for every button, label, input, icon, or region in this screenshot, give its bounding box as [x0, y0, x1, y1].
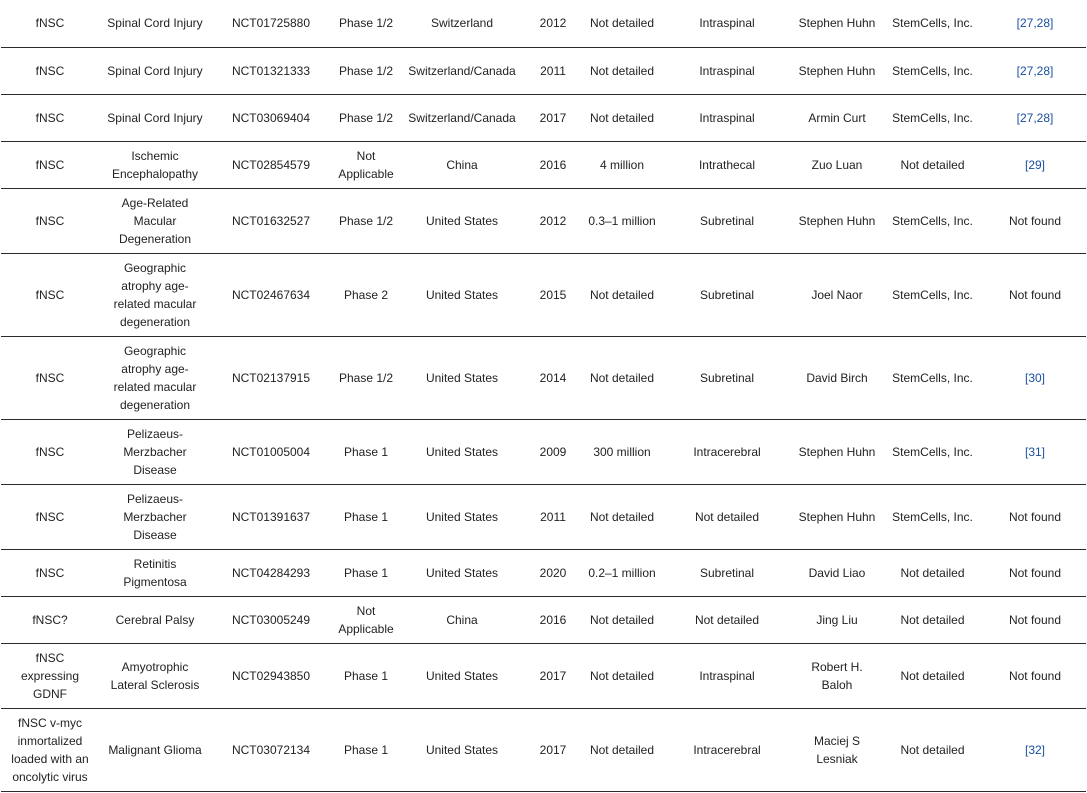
cell-condition: Geographic atrophy age-related macular degeneration	[99, 253, 211, 336]
cell-sponsor: Not detailed	[881, 708, 984, 791]
table-row	[1, 549, 1086, 596]
cell-condition: Spinal Cord Injury	[99, 0, 211, 47]
cell-cell-type: fNSC v-myc inmortalized loaded with an oncolytic virus	[1, 708, 99, 791]
cell-condition: Spinal Cord Injury	[99, 94, 211, 141]
table-row	[1, 188, 1086, 253]
cell-year: 2016	[523, 141, 583, 188]
cell-country: Switzerland	[401, 0, 523, 47]
cell-cell-type: fNSC	[1, 94, 99, 141]
cell-reference[interactable]: [30]	[984, 336, 1086, 419]
cell-route: Intracerebral	[661, 419, 793, 484]
cell-condition: Spinal Cord Injury	[99, 47, 211, 94]
cell-dose: 0.3–1 million	[583, 188, 661, 253]
cell-route: Subretinal	[661, 336, 793, 419]
table-row	[1, 47, 1086, 94]
cell-year: 2017	[523, 708, 583, 791]
cell-trial-id: NCT04284293	[211, 549, 331, 596]
cell-phase: Not Applicable	[331, 596, 401, 643]
table-row	[1, 484, 1086, 549]
cell-dose: Not detailed	[583, 47, 661, 94]
cell-dose: 300 million	[583, 419, 661, 484]
cell-country: Switzerland/Canada	[401, 47, 523, 94]
cell-condition: Pelizaeus-Merzbacher Disease	[99, 419, 211, 484]
cell-reference[interactable]: [27,28]	[984, 47, 1086, 94]
cell-cell-type: fNSC	[1, 0, 99, 47]
cell-condition: Geographic atrophy age-related macular degeneration	[99, 336, 211, 419]
cell-trial-id: NCT01391637	[211, 484, 331, 549]
cell-investigator: Maciej S Lesniak	[793, 708, 881, 791]
cell-dose: 0.2–1 million	[583, 549, 661, 596]
cell-year: 2014	[523, 336, 583, 419]
cell-dose: 4 million	[583, 141, 661, 188]
table-row	[1, 419, 1086, 484]
table-row	[1, 141, 1086, 188]
cell-sponsor: Not detailed	[881, 643, 984, 708]
cell-trial-id: NCT01005004	[211, 419, 331, 484]
cell-year: 2020	[523, 549, 583, 596]
cell-investigator: David Liao	[793, 549, 881, 596]
cell-route: Not detailed	[661, 596, 793, 643]
cell-investigator: Stephen Huhn	[793, 47, 881, 94]
cell-investigator: Jing Liu	[793, 596, 881, 643]
cell-phase: Phase 1/2	[331, 94, 401, 141]
cell-route: Intraspinal	[661, 94, 793, 141]
cell-investigator: Armin Curt	[793, 94, 881, 141]
cell-country: United States	[401, 253, 523, 336]
cell-reference: Not found	[984, 643, 1086, 708]
cell-trial-id: NCT02467634	[211, 253, 331, 336]
table-row	[1, 94, 1086, 141]
cell-phase: Phase 1	[331, 708, 401, 791]
cell-phase: Phase 1	[331, 419, 401, 484]
cell-dose: Not detailed	[583, 596, 661, 643]
cell-phase: Phase 1/2	[331, 188, 401, 253]
cell-trial-id: NCT01632527	[211, 188, 331, 253]
cell-cell-type: fNSC	[1, 188, 99, 253]
cell-reference[interactable]: [27,28]	[984, 0, 1086, 47]
cell-sponsor: Not detailed	[881, 596, 984, 643]
cell-year: 2011	[523, 47, 583, 94]
cell-reference[interactable]: [27,28]	[984, 94, 1086, 141]
cell-condition: Cerebral Palsy	[99, 596, 211, 643]
cell-dose: Not detailed	[583, 0, 661, 47]
cell-country: China	[401, 141, 523, 188]
cell-sponsor: StemCells, Inc.	[881, 419, 984, 484]
cell-route: Intraspinal	[661, 643, 793, 708]
cell-cell-type: fNSC	[1, 253, 99, 336]
cell-route: Intraspinal	[661, 47, 793, 94]
table-row	[1, 253, 1086, 336]
cell-sponsor: StemCells, Inc.	[881, 94, 984, 141]
cell-country: United States	[401, 336, 523, 419]
cell-country: United States	[401, 188, 523, 253]
cell-country: United States	[401, 484, 523, 549]
cell-condition: Pelizaeus-Merzbacher Disease	[99, 484, 211, 549]
cell-investigator: Joel Naor	[793, 253, 881, 336]
cell-year: 2017	[523, 94, 583, 141]
cell-reference[interactable]: [29]	[984, 141, 1086, 188]
cell-sponsor: StemCells, Inc.	[881, 47, 984, 94]
cell-trial-id: NCT03072134	[211, 708, 331, 791]
cell-sponsor: StemCells, Inc.	[881, 188, 984, 253]
table-row	[1, 643, 1086, 708]
cell-sponsor: StemCells, Inc.	[881, 253, 984, 336]
cell-condition: Ischemic Encephalopathy	[99, 141, 211, 188]
cell-reference: Not found	[984, 484, 1086, 549]
cell-trial-id: NCT02854579	[211, 141, 331, 188]
cell-investigator: Robert H. Baloh	[793, 643, 881, 708]
cell-country: China	[401, 596, 523, 643]
cell-trial-id: NCT02137915	[211, 336, 331, 419]
cell-condition: Malignant Glioma	[99, 708, 211, 791]
cell-country: United States	[401, 708, 523, 791]
cell-route: Not detailed	[661, 484, 793, 549]
cell-reference: Not found	[984, 549, 1086, 596]
table-row	[1, 336, 1086, 419]
cell-route: Intrathecal	[661, 141, 793, 188]
cell-country: United States	[401, 419, 523, 484]
cell-route: Intraspinal	[661, 0, 793, 47]
cell-trial-id: NCT03069404	[211, 94, 331, 141]
cell-reference[interactable]: [31]	[984, 419, 1086, 484]
cell-route: Subretinal	[661, 188, 793, 253]
table-body	[1, 0, 1086, 791]
cell-investigator: Stephen Huhn	[793, 484, 881, 549]
cell-condition: Age-Related Macular Degeneration	[99, 188, 211, 253]
cell-investigator: Stephen Huhn	[793, 0, 881, 47]
cell-sponsor: Not detailed	[881, 549, 984, 596]
cell-route: Subretinal	[661, 549, 793, 596]
cell-phase: Phase 1/2	[331, 336, 401, 419]
cell-investigator: David Birch	[793, 336, 881, 419]
cell-dose: Not detailed	[583, 643, 661, 708]
cell-route: Subretinal	[661, 253, 793, 336]
cell-dose: Not detailed	[583, 253, 661, 336]
cell-cell-type: fNSC	[1, 141, 99, 188]
cell-reference: Not found	[984, 188, 1086, 253]
cell-trial-id: NCT01725880	[211, 0, 331, 47]
cell-phase: Phase 1/2	[331, 47, 401, 94]
cell-phase: Not Applicable	[331, 141, 401, 188]
cell-condition: Amyotrophic Lateral Sclerosis	[99, 643, 211, 708]
cell-phase: Phase 1	[331, 643, 401, 708]
cell-cell-type: fNSC	[1, 484, 99, 549]
cell-cell-type: fNSC	[1, 419, 99, 484]
table-row	[1, 596, 1086, 643]
cell-condition: Retinitis Pigmentosa	[99, 549, 211, 596]
cell-year: 2009	[523, 419, 583, 484]
cell-cell-type: fNSC	[1, 47, 99, 94]
cell-sponsor: StemCells, Inc.	[881, 484, 984, 549]
cell-reference[interactable]: [32]	[984, 708, 1086, 791]
cell-sponsor: Not detailed	[881, 141, 984, 188]
cell-cell-type: fNSC	[1, 549, 99, 596]
cell-year: 2015	[523, 253, 583, 336]
cell-dose: Not detailed	[583, 94, 661, 141]
cell-cell-type: fNSC	[1, 336, 99, 419]
clinical-trials-table	[1, 0, 1086, 792]
cell-phase: Phase 1/2	[331, 0, 401, 47]
cell-trial-id: NCT02943850	[211, 643, 331, 708]
cell-dose: Not detailed	[583, 484, 661, 549]
cell-year: 2011	[523, 484, 583, 549]
cell-country: United States	[401, 643, 523, 708]
table-row	[1, 708, 1086, 791]
cell-year: 2016	[523, 596, 583, 643]
cell-dose: Not detailed	[583, 336, 661, 419]
cell-cell-type: fNSC expressing GDNF	[1, 643, 99, 708]
cell-sponsor: StemCells, Inc.	[881, 0, 984, 47]
cell-cell-type: fNSC?	[1, 596, 99, 643]
cell-investigator: Stephen Huhn	[793, 188, 881, 253]
cell-country: United States	[401, 549, 523, 596]
cell-investigator: Zuo Luan	[793, 141, 881, 188]
table-row	[1, 0, 1086, 47]
cell-route: Intracerebral	[661, 708, 793, 791]
cell-country: Switzerland/Canada	[401, 94, 523, 141]
cell-reference: Not found	[984, 253, 1086, 336]
cell-sponsor: StemCells, Inc.	[881, 336, 984, 419]
cell-trial-id: NCT01321333	[211, 47, 331, 94]
cell-phase: Phase 1	[331, 484, 401, 549]
cell-phase: Phase 1	[331, 549, 401, 596]
cell-reference: Not found	[984, 596, 1086, 643]
cell-year: 2017	[523, 643, 583, 708]
cell-investigator: Stephen Huhn	[793, 419, 881, 484]
cell-trial-id: NCT03005249	[211, 596, 331, 643]
cell-year: 2012	[523, 188, 583, 253]
cell-phase: Phase 2	[331, 253, 401, 336]
cell-dose: Not detailed	[583, 708, 661, 791]
cell-year: 2012	[523, 0, 583, 47]
